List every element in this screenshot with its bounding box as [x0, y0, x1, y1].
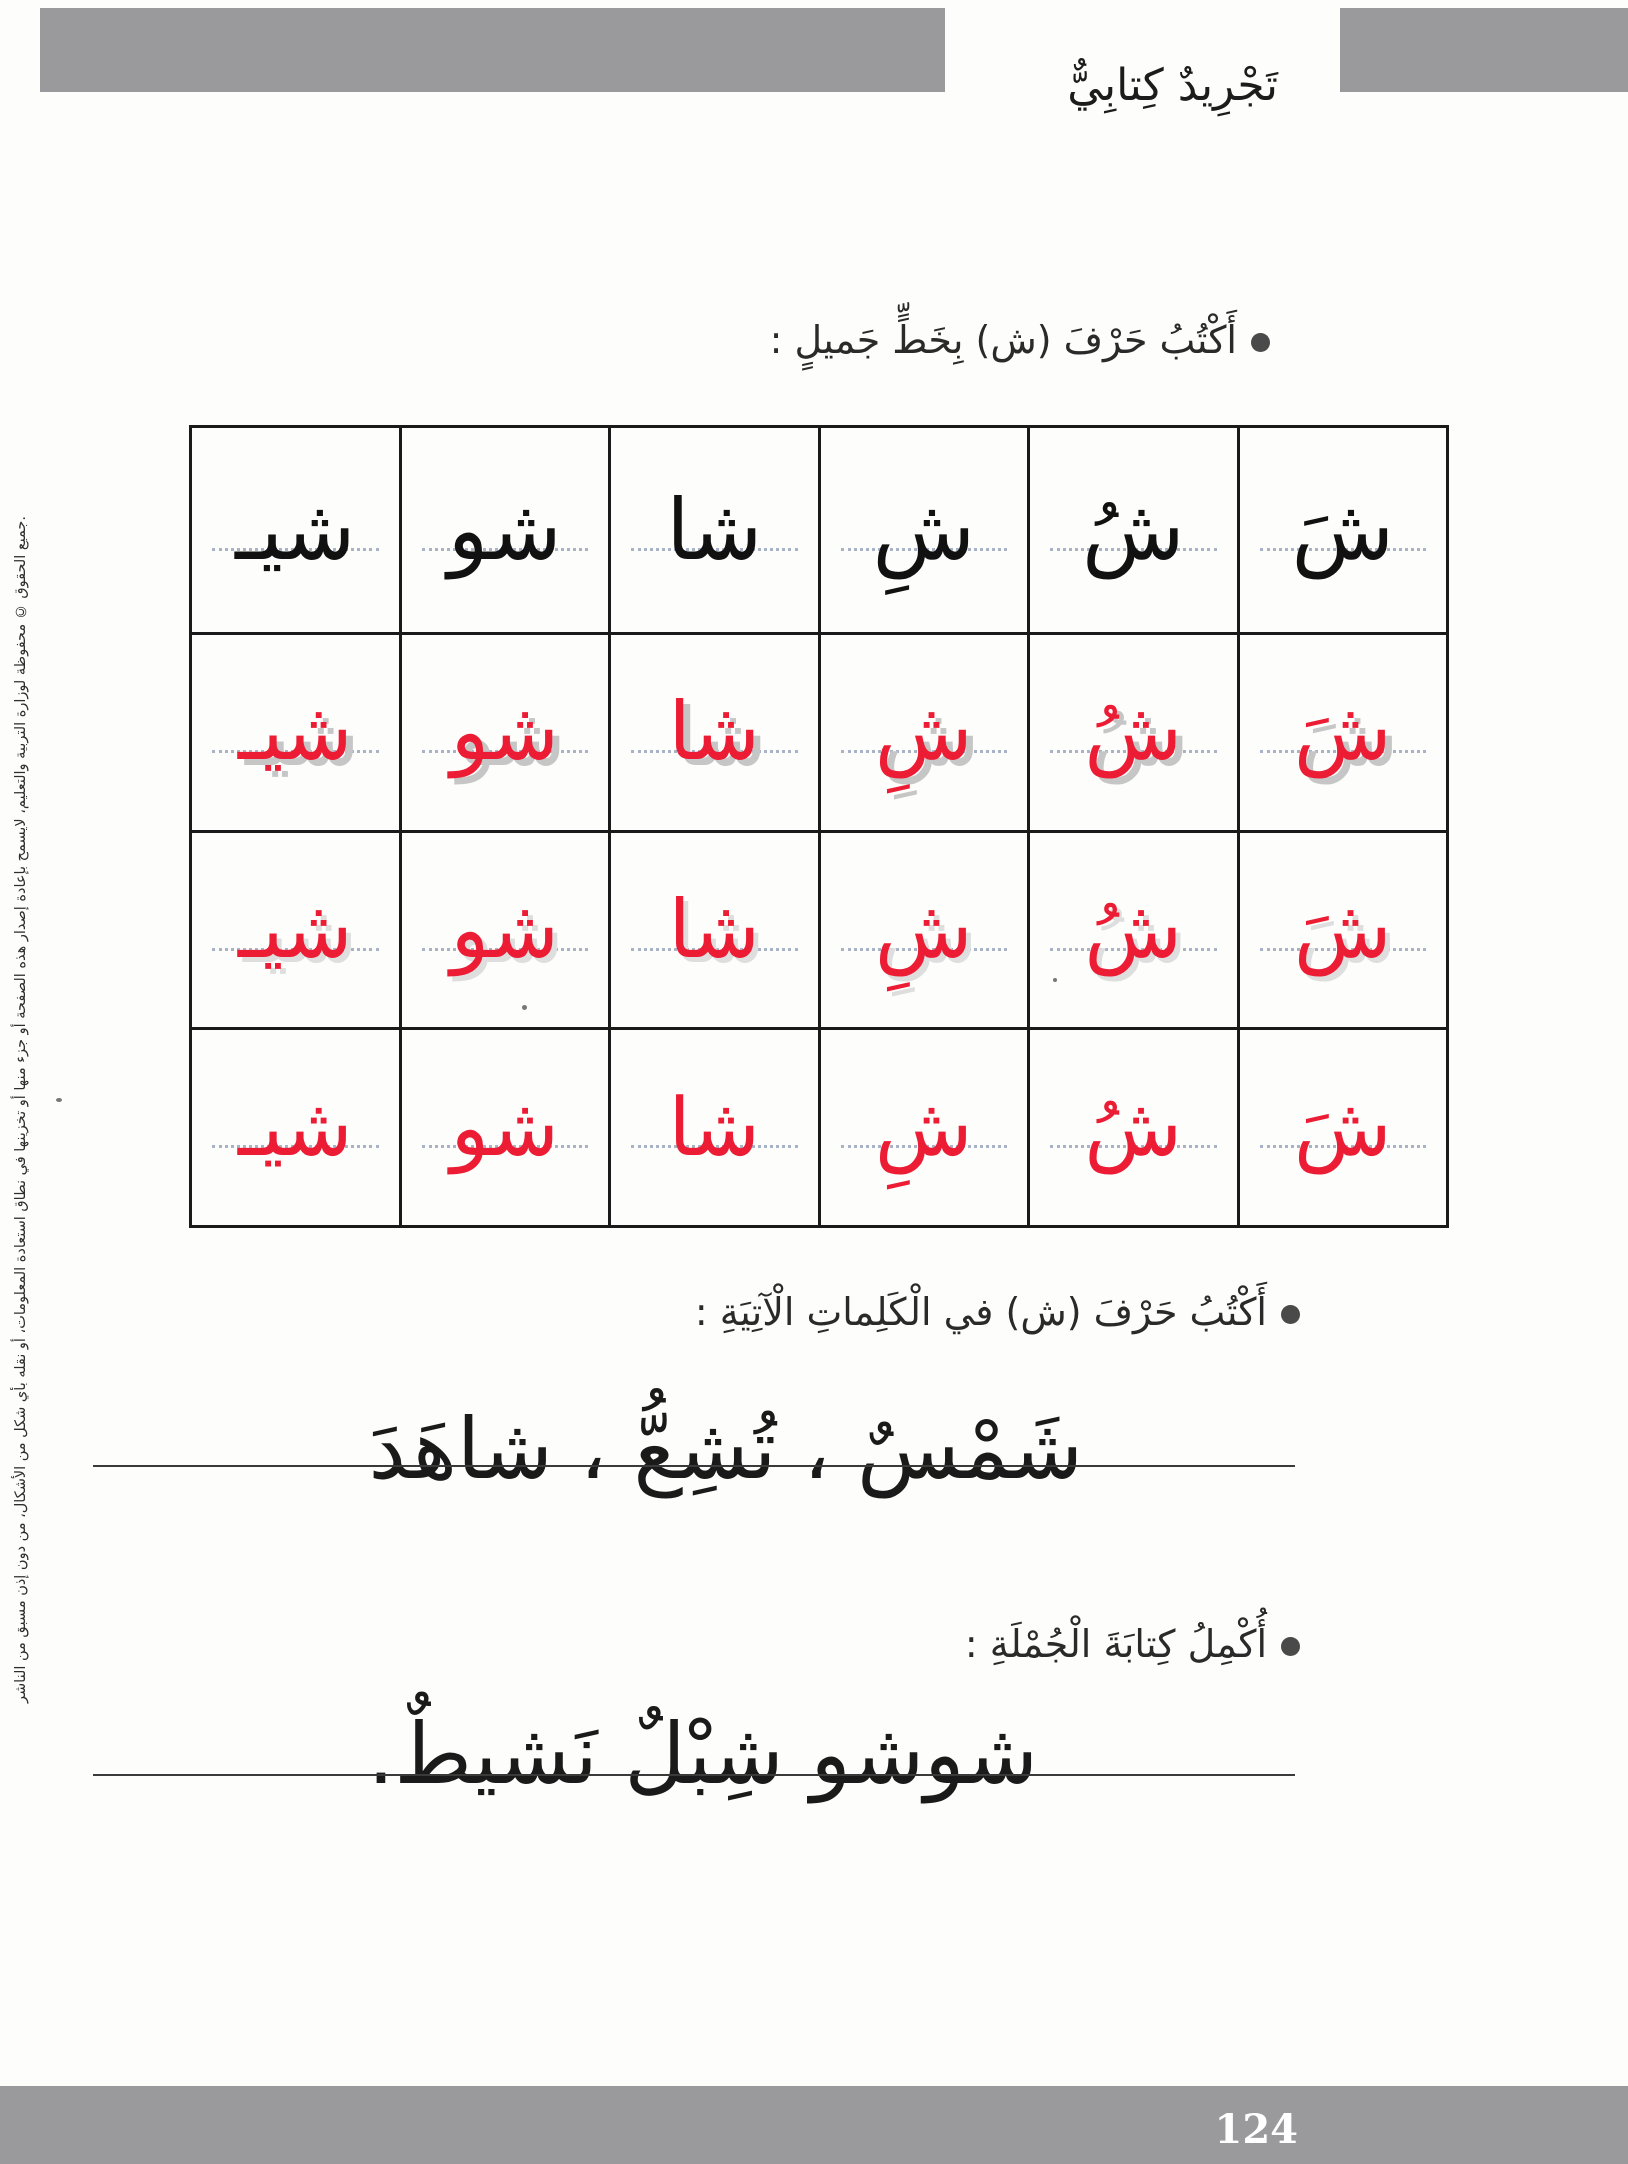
traced-syllable: شَ [1293, 883, 1392, 977]
page-title: تَجْرِيدٌ كِتابِيٌّ [1067, 60, 1278, 111]
trace-row-3 [191, 1029, 1448, 1227]
grid-cell[interactable] [1238, 831, 1448, 1029]
scan-speck [522, 1005, 527, 1010]
bullet-icon [1281, 1305, 1300, 1324]
instruction-3: أُكْمِلُ كِتابَةَ الْجُمْلَةِ : [965, 1622, 1300, 1666]
grid-cell [1238, 427, 1448, 634]
grid-cell[interactable] [819, 634, 1029, 832]
handwritten-syllable: شيـ [237, 1080, 353, 1174]
bullet-icon [1251, 333, 1270, 352]
copyright-note: جميع الحقوق © محفوظة لوزارة التربية والتعليم، لايسمح بإعادة إصدار هذه الصفحة أو جزء منها أو تخزينها في نطاق استعادة المعلومات، أو نقله بأي شكل من الأشكال، من دون إذن مسبق من الناشر. [13, 516, 29, 1704]
reference-syllable: شيـ [235, 481, 356, 580]
traced-syllable: شا [668, 883, 760, 977]
page-number: 124 [1214, 2106, 1298, 2153]
grid-cell[interactable] [610, 1029, 820, 1227]
grid-cell [610, 427, 820, 634]
grid-cell[interactable] [400, 1029, 610, 1227]
grid-cell[interactable] [819, 831, 1029, 1029]
grid-cell[interactable] [1029, 1029, 1239, 1227]
trace-row-1 [191, 634, 1448, 832]
handwritten-syllable: شا [668, 1080, 760, 1174]
traced-syllable: شو [450, 883, 559, 977]
grid-cell [819, 427, 1029, 634]
handwritten-syllable: شِ [874, 1080, 973, 1174]
word-answer: شاهَدَ [368, 1400, 553, 1498]
letter-practice-grid [189, 425, 1449, 1228]
traced-syllable: شَ [1293, 685, 1392, 779]
word-answer: شَمْسٌ [856, 1400, 1083, 1498]
separator: ، [803, 1400, 831, 1498]
reference-syllable: شِ [872, 481, 976, 580]
instruction-1: أَكْتُبُ حَرْفَ (ش) بِخَطٍّ جَميلٍ : [770, 318, 1270, 362]
traced-syllable: شِ [874, 685, 973, 779]
grid-cell[interactable] [191, 831, 401, 1029]
word-answer: تُشِعُّ [633, 1400, 777, 1498]
traced-syllable: شا [668, 685, 760, 779]
grid-cell[interactable] [610, 831, 820, 1029]
reference-syllable: شُ [1081, 481, 1185, 580]
grid-cell [1029, 427, 1239, 634]
separator: ، [579, 1400, 607, 1498]
reference-syllable: شَ [1291, 481, 1395, 580]
header-bar-right [1340, 8, 1628, 92]
grid-cell[interactable] [191, 634, 401, 832]
instruction-2: أَكْتُبُ حَرْفَ (ش) في الْكَلِماتِ الْآتِيَةِ : [695, 1290, 1300, 1334]
grid-cell[interactable] [400, 634, 610, 832]
grid-cell[interactable] [819, 1029, 1029, 1227]
grid-cell[interactable] [191, 1029, 401, 1227]
writing-line-1 [93, 1465, 1295, 1467]
sentence-answer[interactable]: شوشو شِبْلٌ نَشيطٌ. [367, 1705, 1038, 1803]
handwritten-syllable: شَ [1293, 1080, 1392, 1174]
header-bar-left [40, 8, 945, 92]
grid-cell[interactable] [1238, 1029, 1448, 1227]
footer-bar [0, 2086, 1628, 2164]
handwritten-syllable: شُ [1084, 1080, 1183, 1174]
grid-cell[interactable] [1029, 634, 1239, 832]
traced-syllable: شُ [1084, 883, 1183, 977]
words-answer[interactable] [368, 1400, 1083, 1498]
grid-cell[interactable] [1029, 831, 1239, 1029]
traced-syllable: شِ [874, 883, 973, 977]
handwritten-syllable: شو [450, 1080, 559, 1174]
grid-cell [191, 427, 401, 634]
traced-syllable: شيـ [237, 685, 353, 779]
scan-speck [56, 1098, 62, 1102]
grid-cell[interactable] [610, 634, 820, 832]
traced-syllable: شُ [1084, 685, 1183, 779]
bullet-icon [1281, 1637, 1300, 1656]
traced-syllable: شيـ [237, 883, 353, 977]
scan-speck [1053, 978, 1057, 982]
grid-cell [400, 427, 610, 634]
reference-syllable: شو [447, 481, 562, 580]
grid-cell[interactable] [400, 831, 610, 1029]
writing-line-2 [93, 1774, 1295, 1776]
reference-row [191, 427, 1448, 634]
reference-syllable: شا [666, 481, 763, 580]
traced-syllable: شو [450, 685, 559, 779]
grid-cell[interactable] [1238, 634, 1448, 832]
trace-row-2 [191, 831, 1448, 1029]
